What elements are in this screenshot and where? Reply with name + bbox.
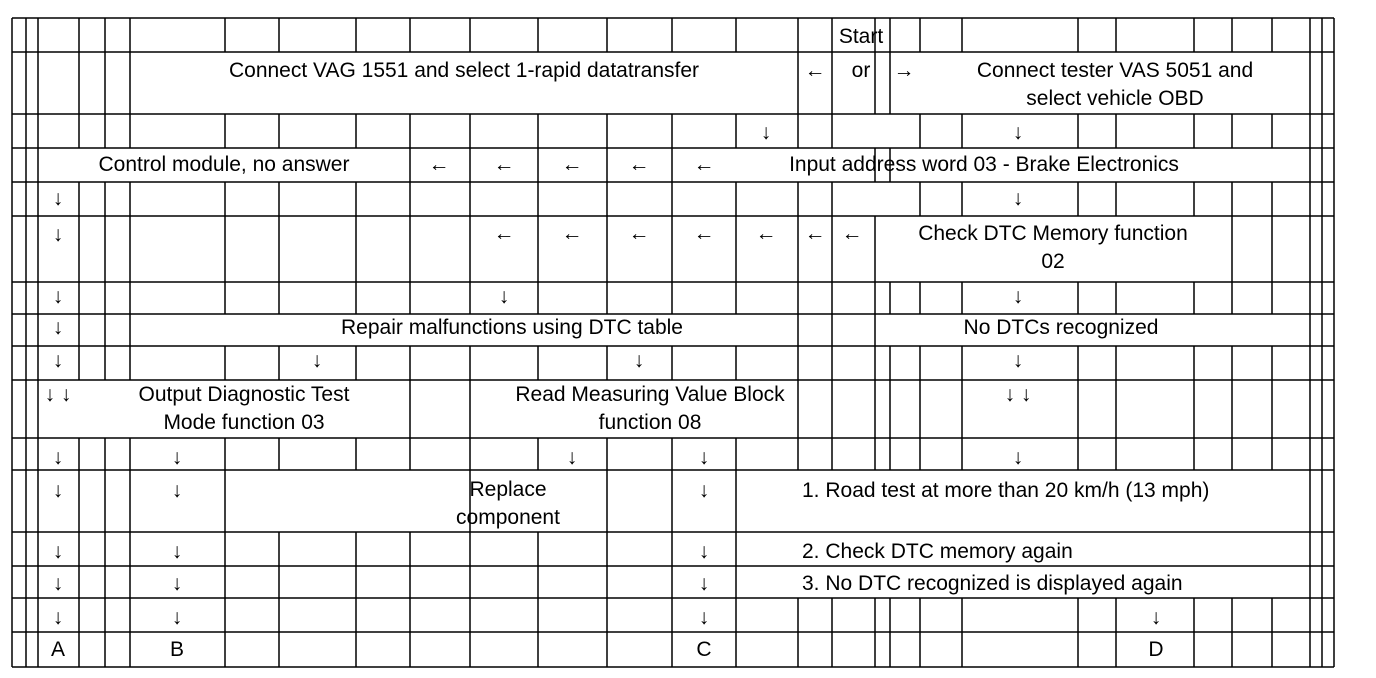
replace-label-line2: component: [456, 506, 560, 529]
step2-label: 2. Check DTC memory again: [802, 540, 1073, 563]
arrow-down-icon: ↓: [633, 349, 645, 372]
arrow-down-double-icon: ↓ ↓: [1004, 383, 1032, 406]
arrow-left-icon: ←: [804, 59, 826, 82]
arrow-down-icon: ↓: [698, 446, 710, 469]
input-address-label: Input address word 03 - Brake Electronics: [789, 153, 1179, 176]
arrow-down-icon: ↓: [566, 446, 578, 469]
arrow-down-icon: ↓: [171, 479, 183, 502]
arrow-down-icon: ↓: [171, 540, 183, 563]
arrow-left-icon: ←: [561, 153, 583, 176]
no-answer-label: Control module, no answer: [98, 153, 350, 176]
output-diag-label-line1: Output Diagnostic Test: [138, 383, 350, 406]
connect-vag-label: Connect VAG 1551 and select 1-rapid datatransfer: [228, 59, 700, 82]
arrow-down-icon: ↓: [698, 606, 710, 629]
arrow-left-icon: ←: [693, 222, 715, 245]
arrow-left-icon: ←: [428, 153, 450, 176]
arrow-down-icon: ↓: [52, 606, 64, 629]
arrow-down-icon: ↓: [52, 285, 64, 308]
step3-label: 3. No DTC recognized is displayed again: [802, 572, 1183, 595]
replace-label-line1: Replace: [469, 478, 547, 501]
read-mvb-label-line2: function 08: [598, 411, 702, 434]
arrow-down-icon: ↓: [52, 446, 64, 469]
check-dtc-label-line2: 02: [1041, 250, 1065, 273]
arrow-down-icon: ↓: [311, 349, 323, 372]
no-dtcs-label: No DTCs recognized: [963, 316, 1159, 339]
arrow-down-icon: ↓: [52, 187, 64, 210]
arrow-left-icon: ←: [755, 222, 777, 245]
endpoint-b-label: B: [169, 638, 185, 661]
arrow-left-icon: ←: [841, 222, 863, 245]
start-label: Start: [838, 25, 884, 48]
endpoint-d-label: D: [1148, 638, 1164, 661]
arrow-down-icon: ↓: [52, 223, 64, 246]
repair-label: Repair malfunctions using DTC table: [341, 316, 683, 339]
arrow-down-double-icon: ↓ ↓: [44, 383, 72, 406]
arrow-down-icon: ↓: [1012, 187, 1024, 210]
arrow-down-icon: ↓: [760, 121, 772, 144]
arrow-down-icon: ↓: [698, 540, 710, 563]
step1-label: 1. Road test at more than 20 km/h (13 mph): [802, 479, 1210, 502]
or-label: or: [851, 59, 871, 82]
arrow-left-icon: ←: [804, 222, 826, 245]
arrow-down-icon: ↓: [52, 316, 64, 339]
arrow-left-icon: ←: [561, 222, 583, 245]
arrow-left-icon: ←: [493, 153, 515, 176]
arrow-down-icon: ↓: [1012, 349, 1024, 372]
arrow-down-icon: ↓: [171, 446, 183, 469]
arrow-left-icon: ←: [693, 153, 715, 176]
endpoint-c-label: C: [696, 638, 712, 661]
arrow-down-icon: ↓: [171, 572, 183, 595]
arrow-down-icon: ↓: [171, 606, 183, 629]
arrow-down-icon: ↓: [52, 540, 64, 563]
endpoint-a-label: A: [50, 638, 66, 661]
connect-vas-label-line2: select vehicle OBD: [1026, 87, 1204, 110]
arrow-down-icon: ↓: [1012, 121, 1024, 144]
arrow-left-icon: ←: [493, 222, 515, 245]
read-mvb-label-line1: Read Measuring Value Block: [515, 383, 785, 406]
arrow-down-icon: ↓: [52, 349, 64, 372]
arrow-left-icon: ←: [628, 222, 650, 245]
arrow-down-icon: ↓: [1150, 606, 1162, 629]
arrow-down-icon: ↓: [52, 479, 64, 502]
arrow-right-icon: →: [893, 59, 915, 82]
connect-vas-label-line1: Connect tester VAS 5051 and: [976, 59, 1254, 82]
table-grid: [12, 18, 1334, 667]
arrow-down-icon: ↓: [498, 285, 510, 308]
arrow-down-icon: ↓: [698, 479, 710, 502]
output-diag-label-line2: Mode function 03: [163, 411, 325, 434]
arrow-down-icon: ↓: [1012, 285, 1024, 308]
arrow-left-icon: ←: [628, 153, 650, 176]
arrow-down-icon: ↓: [52, 572, 64, 595]
arrow-down-icon: ↓: [698, 572, 710, 595]
arrow-down-icon: ↓: [1012, 446, 1024, 469]
check-dtc-label-line1: Check DTC Memory function: [918, 222, 1188, 245]
